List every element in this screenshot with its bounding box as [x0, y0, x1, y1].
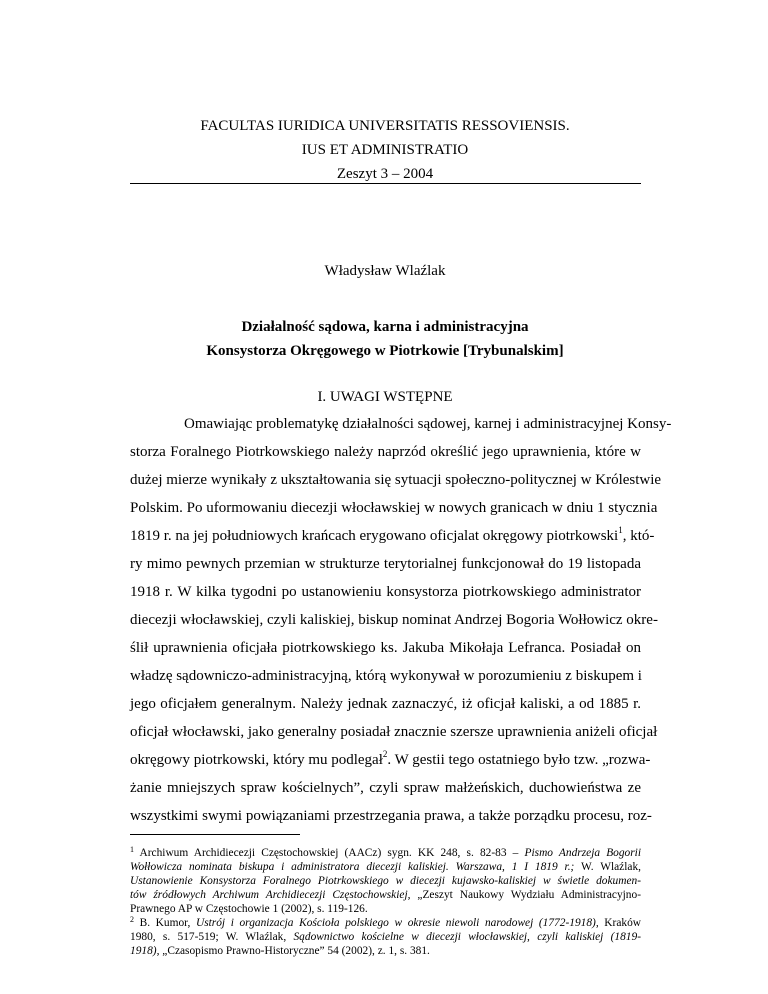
footnote-number: 2	[130, 915, 134, 924]
journal-name-line: FACULTAS IURIDICA UNIVERSITATIS RESSOVIENSIS.	[200, 118, 570, 134]
body-line: wszystkimi swymi powiązaniami przestrzegania prawa, a także porządku procesu, roz-	[130, 808, 652, 824]
body-line: Polskim. Po uformowaniu diecezji włocławskiej w nowych granicach w dniu 1 stycznia	[130, 500, 658, 516]
footnote-text: Kraków	[598, 917, 641, 929]
journal-issue-line: Zeszyt 3 – 2004	[336, 166, 434, 182]
section-heading: I. UWAGI WSTĘPNE	[317, 389, 453, 405]
article-title-line-1: Działalność sądowa, karna i administracyjna	[241, 319, 529, 335]
body-line: oficjał włocławski, jako generalny posiadał znacznie szersze uprawnienia aniżeli oficjał	[130, 724, 658, 740]
body-line: storza Foralnego Piotrkowskiego należy naprzód określić jego uprawnienia, które w	[130, 444, 641, 460]
body-text: 1819 r. na jej południowych krańcach erygowano oficjalat okręgowy piotrkowski	[130, 528, 619, 544]
body-line	[130, 525, 655, 546]
footnote-line	[130, 874, 641, 888]
article-title-line-2: Konsystorza Okręgowego w Piotrkowie [Trybunalskim]	[206, 343, 564, 359]
footnote-text: B. Kumor,	[134, 917, 196, 929]
footnote-text: Sądownictwo kościelne w diecezji włocławskiej, czyli kaliskiej (1819-	[293, 931, 641, 943]
footnote-text: 1980, s. 517-519; W. Wlaźlak,	[130, 931, 294, 943]
footnote-text: Ustrój i organizacja Kościoła polskiego w okresie niewoli narodowej (1772-1918),	[195, 917, 599, 929]
footnote-line: Prawnego AP w Częstochowie 1 (2002), s. 119-126.	[130, 903, 368, 915]
footnote-ref-2: 2	[382, 749, 388, 759]
footnote-text: W. Wlaźlak,	[574, 861, 641, 873]
footnote-text: Archiwum Archidiecezji Częstochowskiej (AACz) sygn. KK 248, s. 82-83 –	[134, 847, 525, 859]
footnote-text: Ustanowienie Konsystorza Foralnego Piotrkowskiego w diecezji kujawsko-kaliskiej w świetle dokumen-	[130, 875, 641, 887]
footnote-text: 1918),	[130, 945, 160, 957]
footnote-number: 1	[130, 845, 134, 854]
footnote-text: tów źródłowych Archiwum Archidiecezji Częstochowskiej,	[130, 889, 411, 901]
footnote-line	[130, 860, 641, 874]
author-name: Władysław Wlaźlak	[324, 263, 446, 279]
body-text: okręgowy piotrkowski, który mu podlegał	[130, 752, 383, 768]
body-line: diecezji włocławskiej, czyli kaliskiej, biskup nominat Andrzej Bogoria Wołłowicz okre-	[130, 612, 658, 628]
footnote-text: „Czasopismo Prawno-Historyczne” 54 (2002), z. 1, s. 381.	[159, 945, 430, 957]
footnote-text: Pismo Andrzeja Bogorii	[524, 847, 641, 859]
body-line: 1918 r. W kilka tygodni po ustanowieniu konsystorza piotrkowskiego administrator	[130, 584, 641, 600]
body-text: . W gestii tego ostatniego było tzw. „rozwa-	[387, 752, 651, 768]
footnote-rule	[130, 834, 300, 835]
footnote-text: „Zeszyt Naukowy Wydziału Administracyjno-	[410, 889, 641, 901]
body-line: żanie mniejszych spraw kościelnych”, czyli spraw małżeńskich, duchowieństwa ze	[130, 780, 641, 796]
header-rule	[130, 183, 641, 184]
body-line: władzę sądowniczo-administracyjną, którą wykonywał w porozumieniu z biskupem i	[130, 668, 642, 684]
footnote-line	[130, 944, 641, 958]
journal-subtitle-line: IUS ET ADMINISTRATIO	[301, 142, 469, 158]
body-line: ry mimo pewnych przemian w strukturze terytorialnej funkcjonował do 19 listopada	[130, 556, 641, 572]
body-line	[130, 749, 651, 770]
footnote-line	[130, 888, 641, 902]
body-text: , któ-	[622, 528, 655, 544]
footnote-line	[130, 930, 641, 944]
body-line: jego oficjałem generalnym. Należy jednak zaznaczyć, iż oficjał kaliski, a od 1885 r.	[130, 696, 641, 712]
body-line: ślił uprawnienia oficjała piotrkowskiego ks. Jakuba Mikołaja Lefranca. Posiadał on	[130, 640, 641, 656]
footnote-line	[130, 846, 641, 861]
body-line: Omawiając problematykę działalności sądowej, karnej i administracyjnej Konsy-	[184, 416, 672, 432]
footnote-ref-1: 1	[618, 525, 623, 535]
footnote-text: Wołłowicza nominata biskupa i administratora diecezji kaliskiej. Warszawa, 1 I 1819 r.;	[130, 861, 575, 873]
footnote-line	[130, 916, 641, 931]
body-line: dużej mierze wynikały z ukształtowania się sytuacji społeczno-politycznej w Królestwie	[130, 472, 662, 488]
